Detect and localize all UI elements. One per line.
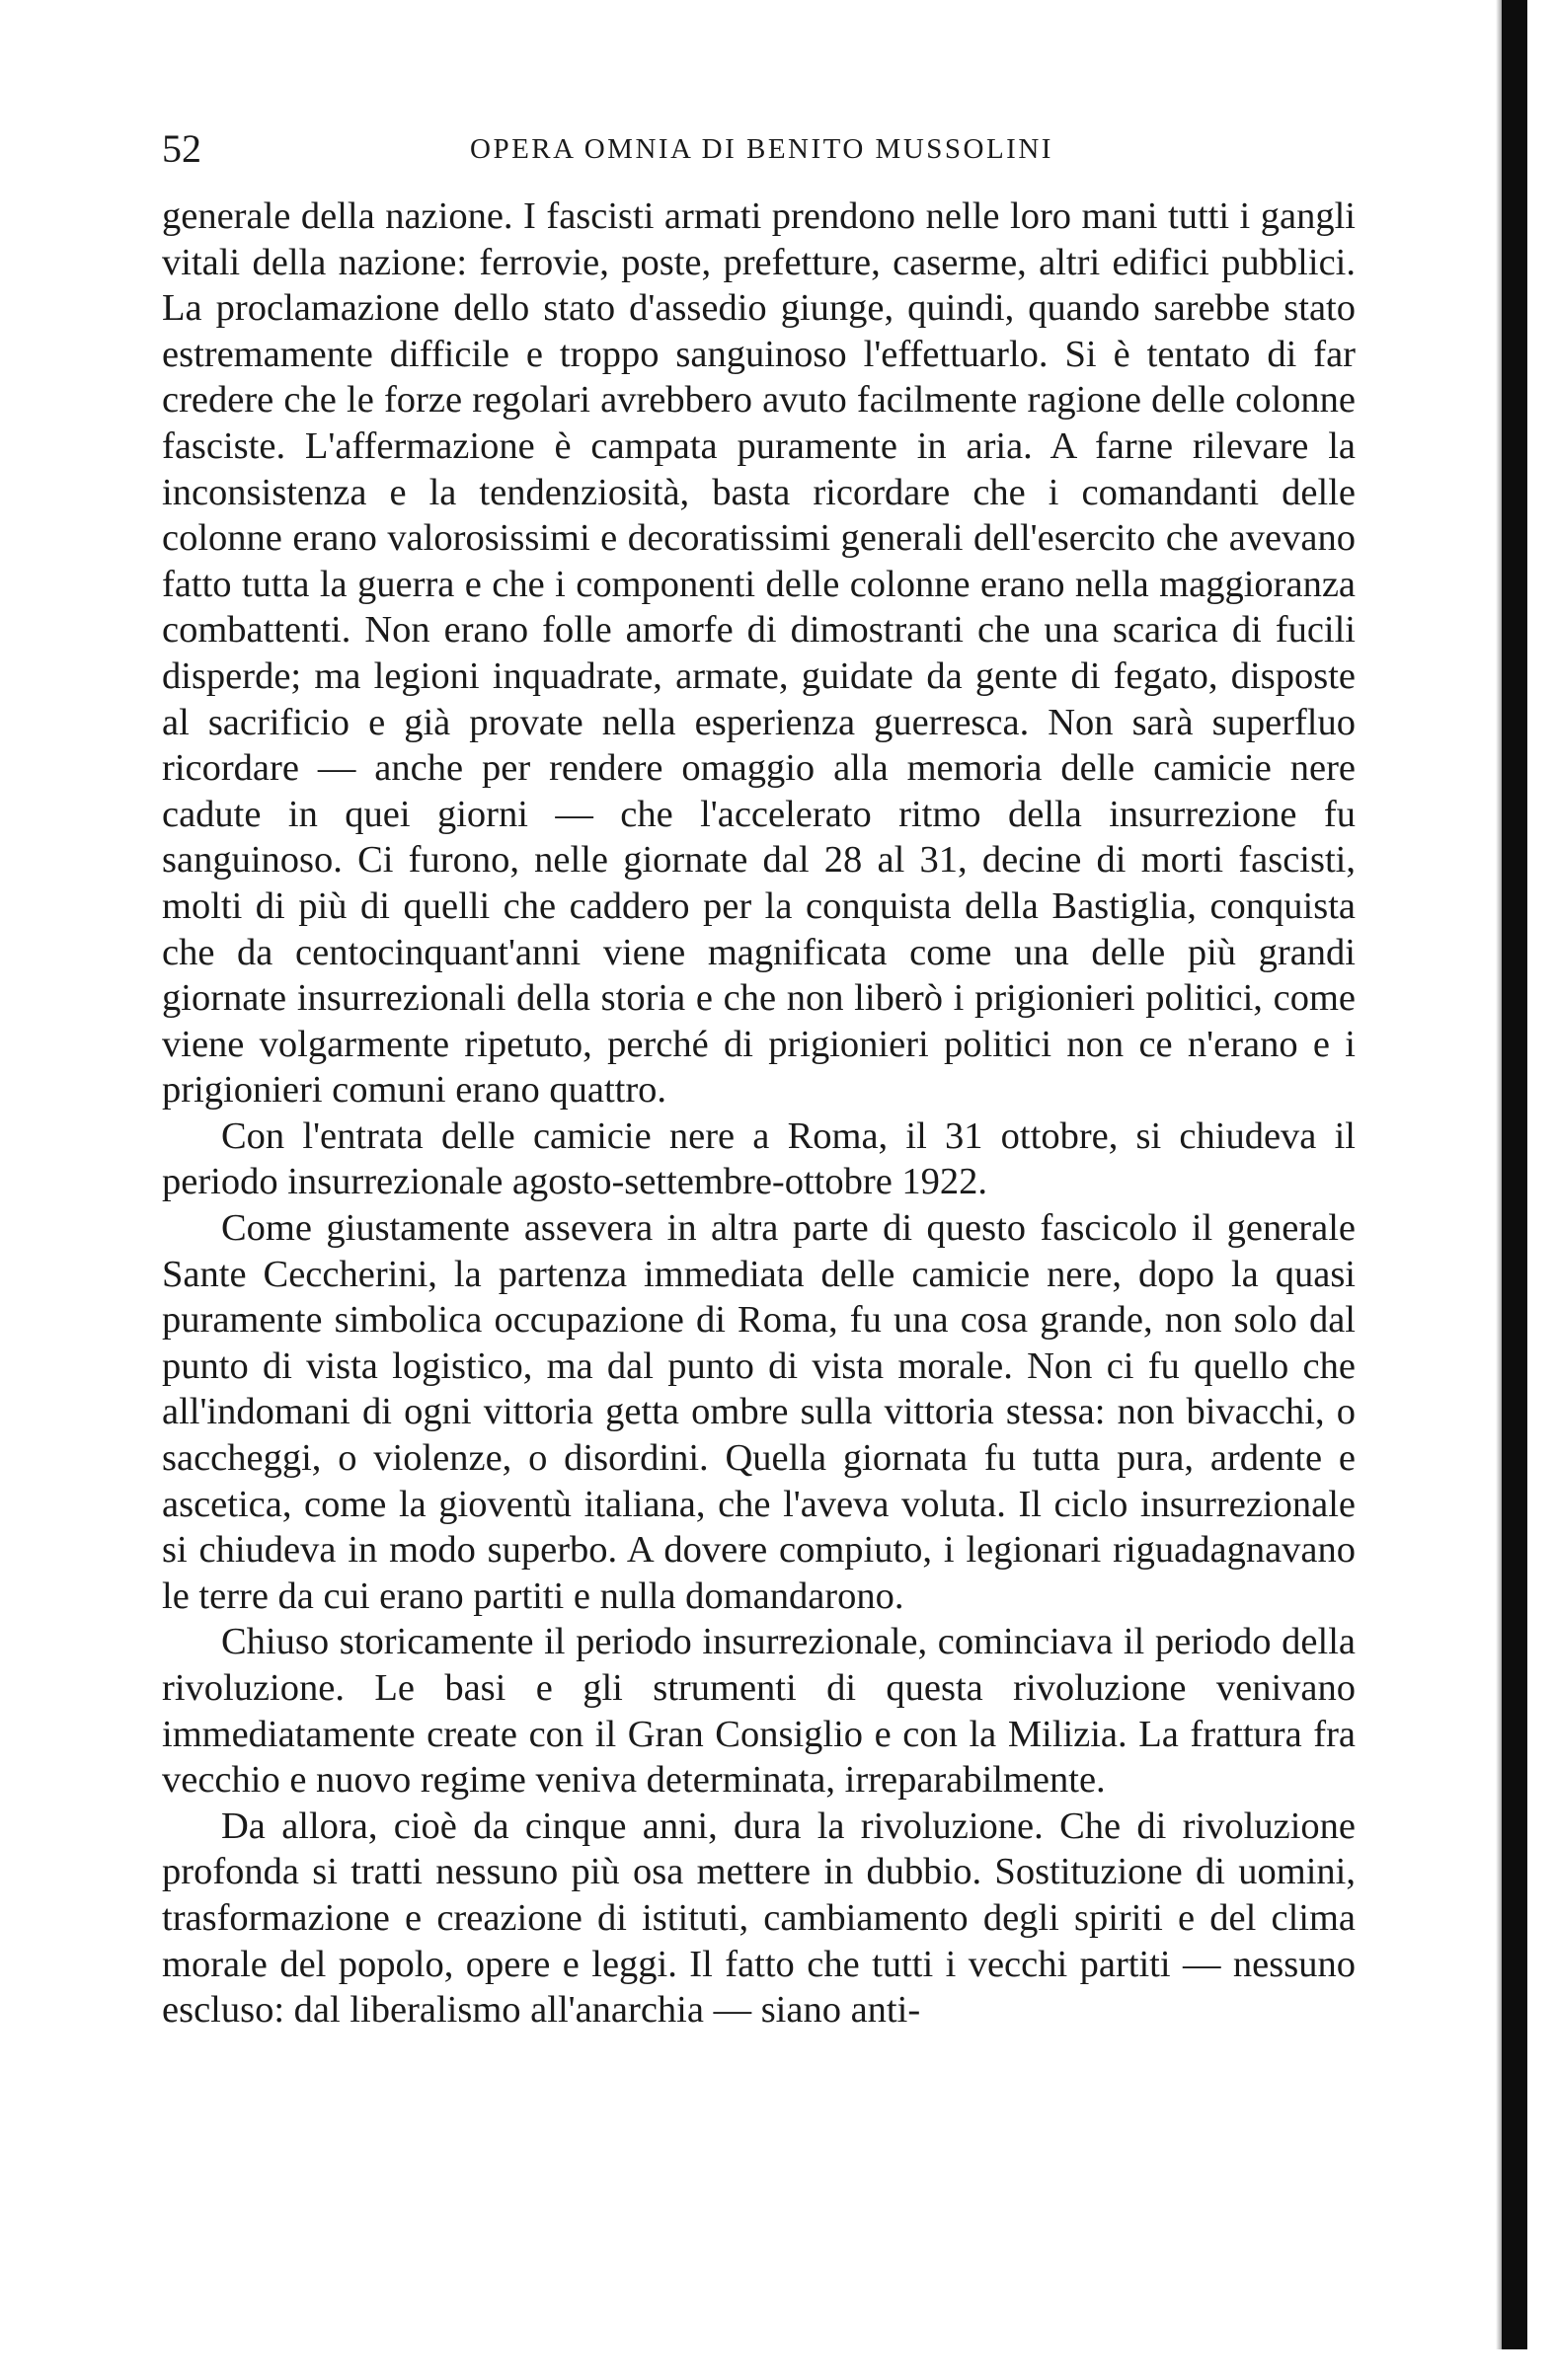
- paragraph-1: generale della nazione. I fascisti armati prendono nelle loro mani tutti i gangli vitali della nazione: ferrovie, poste, prefetture, caserme, altri edifici pubblici. La proclamazione dello stato d'assedio giunge, quindi, quando sarebbe stato estremamente difficile e troppo sanguinoso l'effettuarlo. Si è tentato di far credere che le forze regolari avrebbero avuto facilmente ragione delle colonne fasciste. L'affermazione è campata puramente in aria. A farne rilevare la inconsistenza e la tendenziosità, basta ricordare che i comandanti delle colonne erano valorosissimi e decoratissimi generali dell'esercito che avevano fatto tutta la guerra e che i componenti delle colonne erano nella maggioranza combattenti. Non erano folle amorfe di dimostranti che una scarica di fucili disperde; ma legioni inquadrate, armate, guidate da gente di fegato, disposte al sacrificio e già provate nella esperienza guerresca. Non sarà superfluo ricordare — anche per rendere omaggio alla memoria delle camicie nere cadute in quei giorni — che l'accelerato ritmo della insurrezione fu sanguinoso. Ci furono, nelle giornate dal 28 al 31, decine di morti fascisti, molti di più di quelli che caddero per la conquista della Bastiglia, conquista che da centocinquant'anni viene magnificata come una delle più grandi giornate insurrezionali della storia e che non liberò i prigionieri politici, come viene volgarmente ripetuto, perché di prigionieri politici non ce n'erano e i prigionieri comuni erano quattro.: [162, 195, 1356, 1112]
- paragraph-5: Da allora, cioè da cinque anni, dura la rivoluzione. Che di rivoluzione profonda si tratti nessuno più osa mettere in dubbio. Sostituzione di uomini, trasformazione e creazione di istituti, cambiamento degli spiriti e del clima morale del popolo, opere e leggi. Il fatto che tutti i vecchi partiti — nessuno escluso: dal liberalismo all'anarchia — siano anti-: [162, 1804, 1356, 2032]
- page-number: 52: [162, 126, 201, 171]
- page-header: [162, 123, 1386, 175]
- running-title: OPERA OMNIA DI BENITO MUSSOLINI: [470, 133, 1053, 165]
- paragraph-4: Chiuso storicamente il periodo insurrezionale, cominciava il periodo della rivoluzione. Le basi e gli strumenti di questa rivoluzione venivano immediatamente create con il Gran Consiglio e con la Milizia. La frattura fra vecchio e nuovo regime veniva determinata, irreparabilmente.: [162, 1621, 1356, 1802]
- scan-page-edge: [1502, 0, 1527, 2349]
- body-text: [162, 193, 1356, 2034]
- paragraph-2: Con l'entrata delle camicie nere a Roma, il 31 ottobre, si chiudeva il periodo insurrezionale agosto-settembre-ottobre 1922.: [162, 1114, 1356, 1203]
- paragraph-3: Come giustamente assevera in altra parte di questo fascicolo il generale Sante Ceccherini, la partenza immediata delle camicie nere, dopo la quasi puramente simbolica occupazione di Roma, fu una cosa grande, non solo dal punto di vista logistico, ma dal punto di vista morale. Non ci fu quello che all'indomani di ogni vittoria getta ombre sulla vittoria stessa: non bivacchi, o saccheggi, o violenze, o disordini. Quella giornata fu tutta pura, ardente e ascetica, come la gioventù italiana, che l'aveva voluta. Il ciclo insurrezionale si chiudeva in modo superbo. A dovere compiuto, i legionari riguadagnavano le terre da cui erano partiti e nulla domandarono.: [162, 1207, 1356, 1617]
